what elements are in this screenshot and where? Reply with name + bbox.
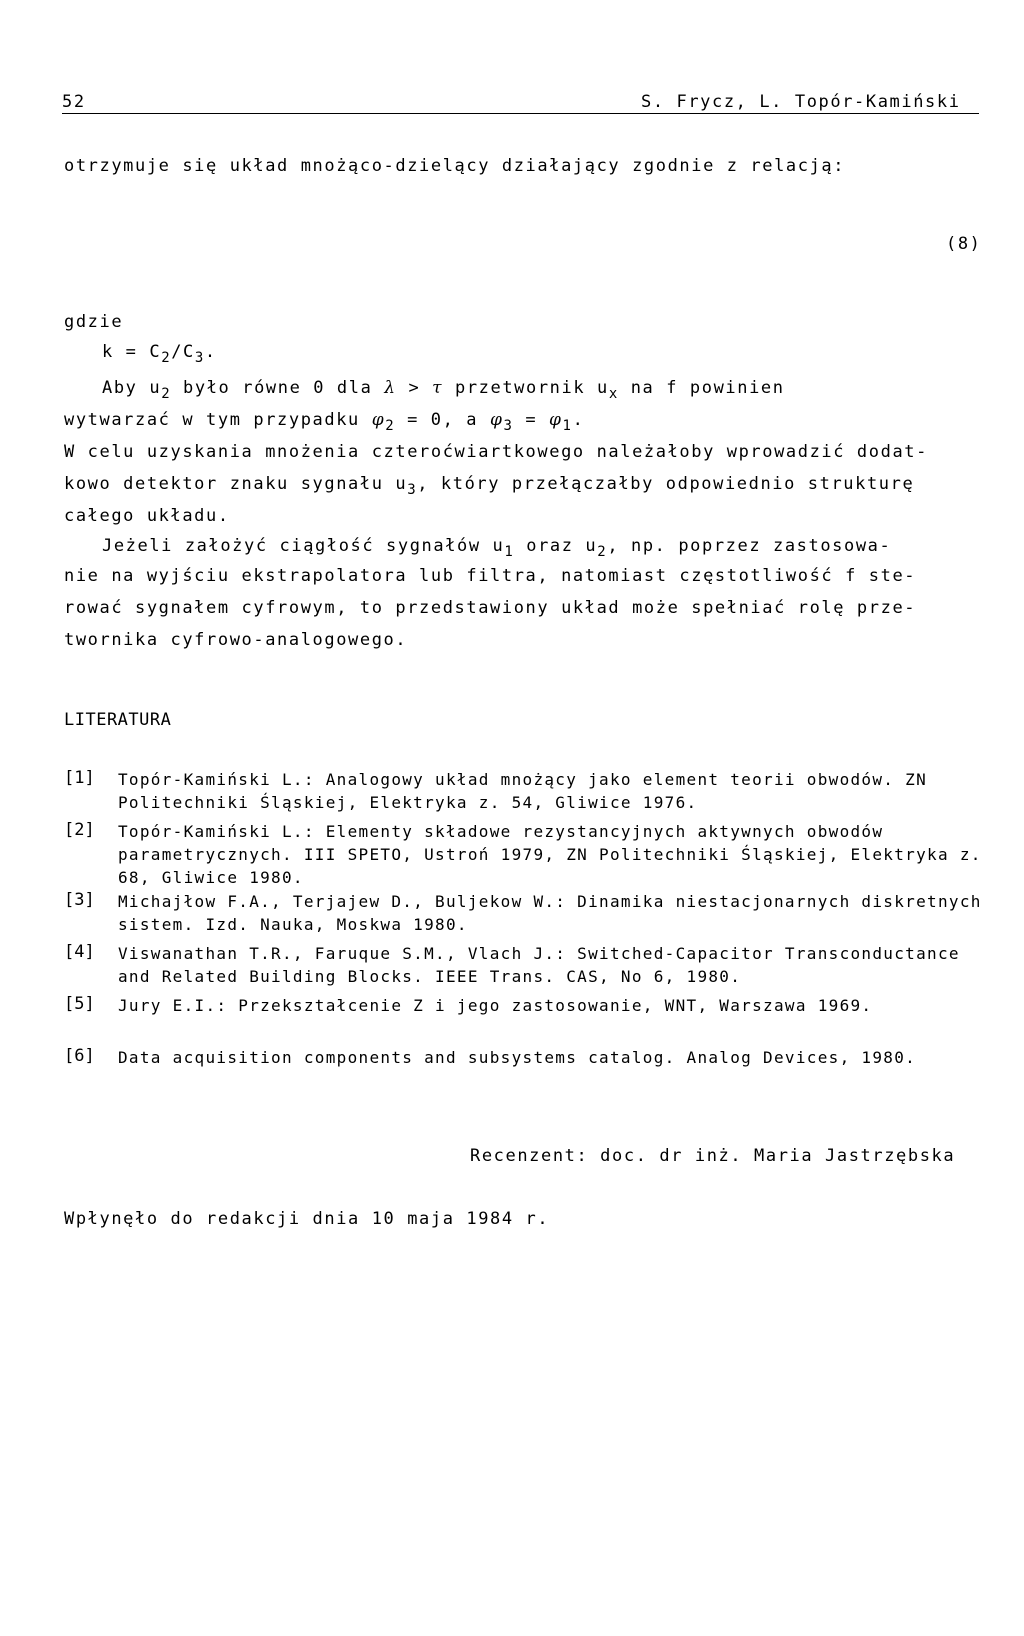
page-number: 52: [62, 92, 86, 112]
paragraph-3-line-1: Jeżeli założyć ciągłość sygnałów $u_1$ oraz $u_2$, np. poprzez zastosowa-: [102, 536, 892, 560]
reviewer-line: Recenzent: doc. dr inż. Maria Jastrzębska: [470, 1146, 956, 1166]
reference-entry: Topór-Kamiński L.: Elementy składowe rezystancyjnych aktywnych obwodów parametrycznych. III SPETO, Ustroń 1979, ZN Politechniki Śląskiej, Elektryka z. 68, Gliwice 1980.: [118, 822, 982, 887]
intro-sentence: otrzymuje się układ mnożąco-dzielący działający zgodnie z relacją:: [64, 156, 846, 176]
paragraph-3-line-4: twornika cyfrowo-analogowego.: [64, 630, 408, 650]
reference-number: [3]: [64, 890, 95, 910]
paragraph-1-line-1: Aby $u_2$ było równe 0 dla λ > τ przetwornik $u_x$ na f powinien: [102, 378, 785, 402]
reference-number: [4]: [64, 942, 95, 962]
reference-entry: Data acquisition components and subsystems catalog. Analog Devices, 1980.: [118, 1048, 917, 1067]
paragraph-3-line-3: rować sygnałem cyfrowym, to przedstawiony układ może spełniać rolę prze-: [64, 598, 917, 618]
running-header-authors: S. Frycz, L. Topór-Kamiński: [641, 92, 961, 112]
reference-number: [5]: [64, 994, 95, 1014]
literature-heading: LITERATURA: [64, 710, 172, 730]
paragraph-2-line-3: całego układu.: [64, 506, 230, 526]
reference-entry: Jury E.I.: Przekształcenie Z i jego zastosowanie, WNT, Warszawa 1969.: [118, 996, 873, 1015]
reference-entry: Topór-Kamiński L.: Analogowy układ mnożący jako element teorii obwodów. ZN Politechniki Śląskiej, Elektryka z. 54, Gliwice 1976.: [118, 770, 928, 812]
lambda-symbol: λ: [384, 378, 397, 398]
paragraph-3-line-2: nie na wyjściu ekstrapolatora lub filtra, natomiast częstotliwość f ste-: [64, 566, 917, 586]
where-label: gdzie: [64, 312, 124, 332]
header-rule: [62, 113, 979, 114]
paragraph-2-line-2: kowo detektor znaku sygnału $u_3$, który przełączałby odpowiednio strukturę: [64, 474, 915, 498]
received-date: Wpłynęło do redakcji dnia 10 maja 1984 r.: [64, 1209, 550, 1229]
paragraph-1-line-2: wytwarzać w tym przypadku $\varphi_2 = 0$, a $\varphi_3 = \varphi_1$.: [64, 410, 585, 434]
tau-symbol: τ: [432, 378, 444, 398]
reference-entry: Michajłow F.A., Terjajew D., Buljekow W.: Dinamika niestacjonarnych diskretnych sistem. Izd. Nauka, Moskwa 1980.: [118, 892, 982, 934]
reference-number: [1]: [64, 768, 95, 788]
equation-number: (8): [946, 234, 982, 254]
reference-entry: Viswanathan T.R., Faruque S.M., Vlach J.: Switched-Capacitor Transconductance and Related Building Blocks. IEEE Trans. CAS, No 6, 1980.: [118, 944, 960, 986]
paragraph-2-line-1: W celu uzyskania mnożenia czteroćwiartkowego należałoby wprowadzić dodat-: [64, 442, 928, 462]
reference-number: [6]: [64, 1046, 95, 1066]
reference-number: [2]: [64, 820, 95, 840]
k-definition: $k = C_2/C_3$.: [102, 342, 217, 366]
